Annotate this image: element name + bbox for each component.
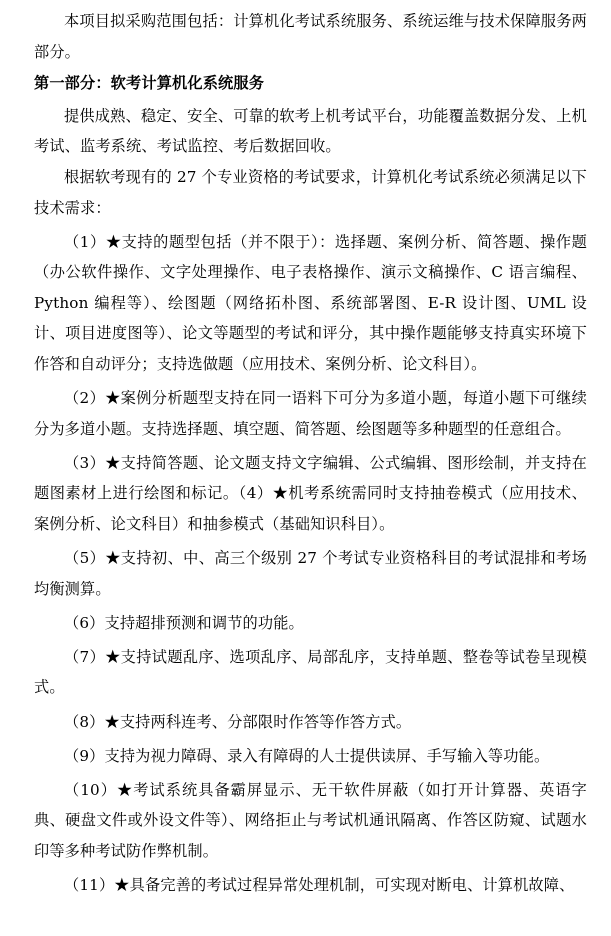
requirement-item-2: （2）★案例分析题型支持在同一语料下可分为多道小题，每道小题下可继续分为多道小题。支持选择题、填空题、简答题、绘图题等多种题型的任意组合。 (34, 389, 587, 438)
intro-paragraph: 本项目拟采购范围包括：计算机化考试系统服务、系统运维与技术保障服务两部分。 (34, 12, 587, 61)
requirement-item-6: （6）支持超排预测和调节的功能。 (64, 613, 304, 632)
requirements-lead-paragraph: 根据软考现有的 27 个专业资格的考试要求，计算机化考试系统必须满足以下技术需求： (34, 167, 587, 217)
requirement-item-10: （10）★考试系统具备霸屏显示、无干软件屏蔽（如打开计算器、英语字典、硬盘文件或外设文件等）、网络拒止与考试机通讯隔离、作答区防窥、试题水印等多种考试防作弊机制。 (34, 780, 587, 860)
requirement-item-5: （5）★支持初、中、高三个级别 27 个考试专业资格科目的考试混排和考场均衡测算。 (34, 549, 587, 598)
requirement-item-1: （1）★支持的题型包括（并不限于）：选择题、案例分析、简答题、操作题（办公软件操作、文字处理操作、电子表格操作、演示文稿操作、C 语言编程、Python 编程等）、绘图题（网络拓朴图、系统部署图、E-R 设计图、UML 设计、项目进度图等）、论文等题型的考试和评分，其中操作题能够支持真实环境下作答和自动评分；支持选做题（应用技术、案例分析、论文科目）。 (34, 232, 587, 374)
requirement-item-8: （8）★支持两科连考、分部限时作答等作答方式。 (64, 712, 412, 731)
requirement-item-11: （11）★具备完善的考试过程异常处理机制，可实现对断电、计算机故障、 (64, 876, 575, 895)
section-heading: 第一部分：软考计算机化系统服务 (34, 74, 265, 93)
requirement-item-7: （7）★支持试题乱序、选项乱序、局部乱序，支持单题、整卷等试卷呈现模式。 (34, 647, 587, 697)
overview-paragraph: 提供成熟、稳定、安全、可靠的软考上机考试平台，功能覆盖数据分发、上机考试、监考系统、考试监控、考后数据回收。 (34, 106, 587, 156)
requirement-item-9: （9）支持为视力障碍、录入有障碍的人士提供读屏、手写输入等功能。 (64, 746, 550, 765)
requirement-item-3-4: （3）★支持简答题、论文题支持文字编辑、公式编辑、图形绘制，并支持在题图素材上进行绘图和标记。（4）★机考系统需同时支持抽卷模式（应用技术、案例分析、论文科目）和抽参模式（基础知识科目）。 (34, 453, 587, 533)
